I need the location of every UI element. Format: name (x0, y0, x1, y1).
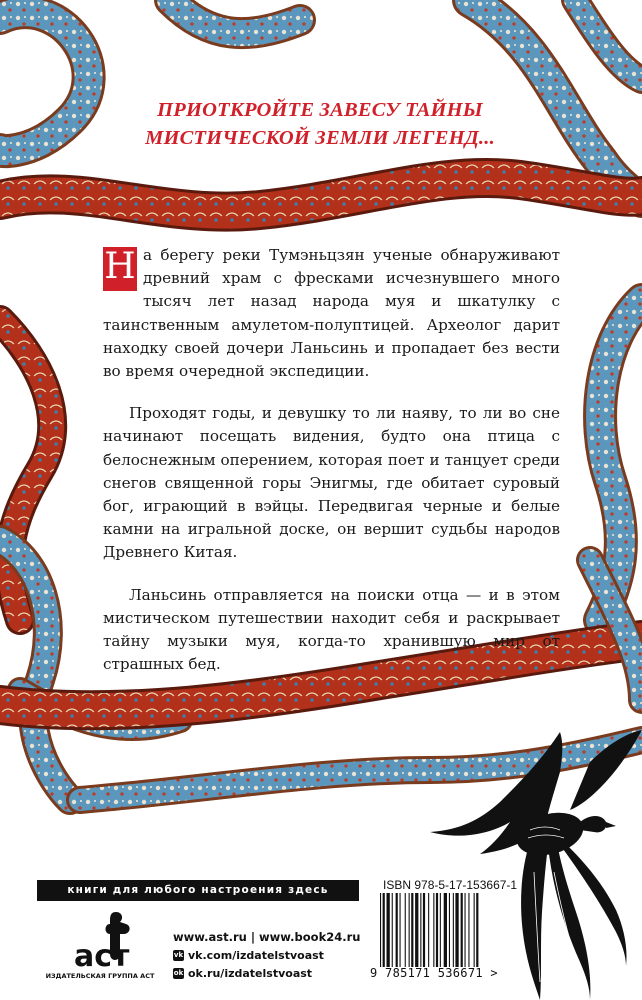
barcode-bar (383, 893, 385, 967)
barcode-bar (409, 893, 410, 967)
websites-link[interactable]: www.ast.ru | www.book24.ru (173, 930, 361, 944)
barcode-bar (415, 893, 418, 967)
publisher-name: ИЗДАТЕЛЬСКАЯ ГРУППА АСТ (45, 972, 155, 980)
description-paragraph-2: Проходят годы, и девушку то ли наяву, то ли во сне начинают посещать видения, будто она птица с белоснежным оперением, которая поет и танцует среди снегов священной горы Энигмы, где обитает суровый бог, играющий в вэйцы. Передвигая черные и белые камни на игральной доске, он вершит судьбы народов Древнего Китая. (103, 404, 560, 562)
barcode-bar (392, 893, 393, 967)
vk-link[interactable] (173, 949, 324, 962)
ast-logo-icon (70, 908, 140, 974)
logo-text: аст (74, 939, 130, 974)
barcode-bar (405, 893, 406, 967)
barcode-bar (400, 893, 401, 967)
barcode-bar (396, 893, 398, 967)
barcode-bar (380, 893, 381, 967)
barcode-bar (387, 893, 390, 967)
barcode-bar (423, 893, 425, 967)
vk-link-text: vk.com/izdatelstvoast (188, 949, 324, 962)
tagline-line-1: ПРИОТКРОЙТЕ ЗАВЕСУ ТАЙНЫ (157, 99, 483, 121)
paragraph-1-text: а берегу реки Тумэньцзян ученые обнаруживают древний храм с фресками исчезнувшего много тысяч лет назад народа муя и шкатулку с таинственным амулетом-полуптицей. Археолог дарит находку своей дочери Ланьсинь и пропадает без вести во время очередной экспедиции. (103, 246, 560, 381)
ok-link[interactable] (173, 967, 312, 980)
ok-icon: ok (173, 969, 184, 977)
isbn: ISBN 978-5-17-153667-1 (383, 878, 518, 892)
vk-icon: vk (173, 951, 184, 959)
drop-cap: Н (103, 247, 137, 291)
description-paragraph-3: Ланьсинь отправляется на поиски отца — и в этом мистическом путешествии находит себя и раскрывает тайну музыки муя, когда-то хранившую мир от страшных бед. (103, 585, 560, 674)
tagline-line-2: МИСТИЧЕСКОЙ ЗЕМЛИ ЛЕГЕНД... (145, 127, 495, 149)
barcode-bar (411, 893, 413, 967)
description (103, 244, 560, 695)
ok-link-text: ok.ru/izdatelstvoast (188, 967, 313, 980)
slogan-bar: книги для любого настроения здесь (37, 880, 359, 901)
barcode-digits: 9 785171 536671 > (370, 966, 498, 980)
barcode-bar (420, 893, 421, 967)
tagline (60, 96, 580, 152)
description-paragraph-1 (103, 244, 560, 383)
phoenix-illustration (430, 722, 642, 1000)
